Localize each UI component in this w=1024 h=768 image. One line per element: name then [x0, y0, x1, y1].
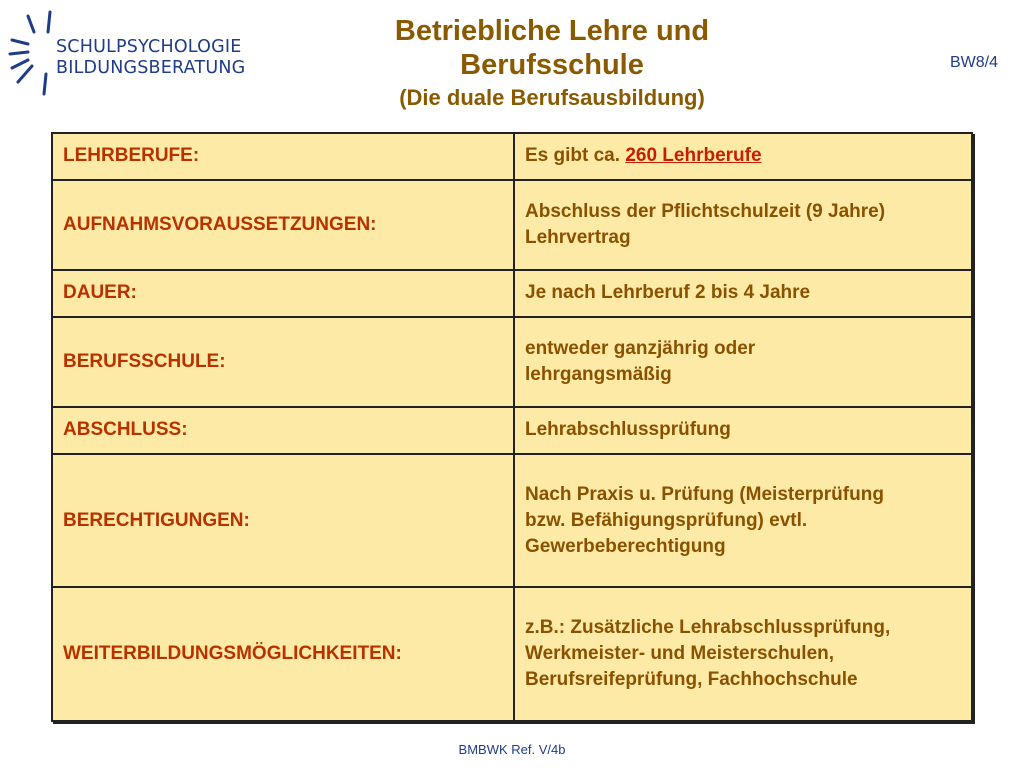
- value-text: Es gibt ca.: [525, 145, 626, 167]
- title-line-2: Berufsschule: [460, 49, 644, 81]
- row-value: [514, 407, 972, 454]
- row-label: ABSCHLUSS:: [52, 407, 514, 454]
- table-row: [52, 407, 972, 454]
- logo-line-1: SCHULPSYCHOLOGIE: [56, 37, 242, 57]
- logo-rays-icon: [4, 8, 64, 100]
- table-row: [52, 587, 972, 721]
- row-value: [514, 270, 972, 317]
- table-row: [52, 454, 972, 588]
- lehrberufe-link[interactable]: 260 Lehrberufe: [625, 145, 762, 167]
- row-value: [514, 454, 972, 588]
- table-row: [52, 180, 972, 270]
- logo-text: [56, 37, 245, 79]
- subtitle: (Die duale Berufsausbildung): [399, 85, 705, 110]
- logo-line-2: BILDUNGSBERATUNG: [56, 58, 246, 78]
- row-label: LEHRBERUFE:: [52, 133, 514, 180]
- page-title: [262, 14, 842, 113]
- table-row: [52, 133, 972, 180]
- row-label: BERUFSSCHULE:: [52, 317, 514, 407]
- value-line: z.B.: Zusätzliche Lehrabschlussprüfung,: [525, 617, 891, 639]
- value-line: Gewerbeberechtigung: [525, 535, 726, 557]
- value-line: bzw. Befähigungsprüfung) evtl.: [525, 509, 808, 531]
- value-line: Lehrvertrag: [525, 226, 631, 248]
- row-value: [514, 133, 972, 180]
- value-line: Je nach Lehrberuf 2 bis 4 Jahre: [525, 282, 811, 304]
- row-label: WEITERBILDUNGSMÖGLICHKEITEN:: [52, 587, 514, 721]
- table-row: [52, 270, 972, 317]
- value-line: Lehrabschlussprüfung: [525, 419, 731, 441]
- row-label: BERECHTIGUNGEN:: [52, 454, 514, 588]
- value-line: Werkmeister- und Meisterschulen,: [525, 643, 835, 665]
- value-line: Nach Praxis u. Prüfung (Meisterprüfung: [525, 483, 884, 505]
- value-line: entweder ganzjährig oder: [525, 337, 756, 359]
- row-label: AUFNAHMSVORAUSSETZUNGEN:: [52, 180, 514, 270]
- value-line: lehrgangsmäßig: [525, 363, 672, 385]
- footer: BMBWK Ref. V/4b: [458, 742, 566, 757]
- value-line: Berufsreifeprüfung, Fachhochschule: [525, 669, 858, 691]
- row-label: DAUER:: [52, 270, 514, 317]
- title-line-1: Betriebliche Lehre und: [394, 15, 710, 47]
- row-value: [514, 180, 972, 270]
- table-row: [52, 317, 972, 407]
- row-value: [514, 317, 972, 407]
- value-line: Abschluss der Pflichtschulzeit (9 Jahre): [525, 200, 886, 222]
- info-table: [51, 132, 973, 722]
- logo: [4, 8, 244, 100]
- slide-code: BW8/4: [949, 54, 998, 71]
- row-value: [514, 587, 972, 721]
